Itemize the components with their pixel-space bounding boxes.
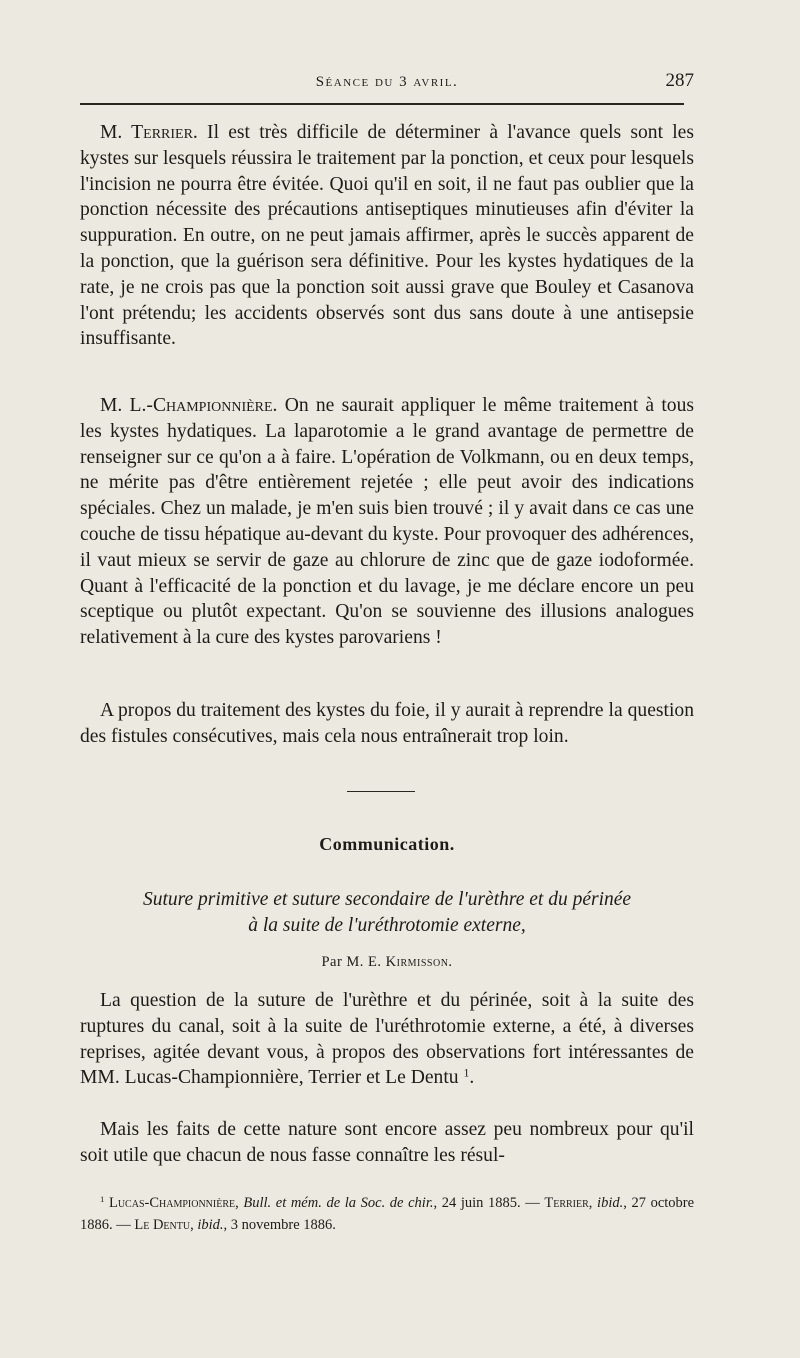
article-title-line: Suture primitive et suture secondaire de l'urèthre et du périnée (142, 889, 632, 910)
footnote-marker: 1 (100, 1194, 105, 1205)
speaker-name: M. L.-Championnière. (100, 395, 278, 416)
article-title (80, 887, 694, 939)
footnote-date: , 27 octobre 1886. — (80, 1195, 695, 1233)
championniere-paragraph (80, 393, 694, 651)
fistula-paragraph (80, 698, 694, 750)
terrier-paragraph (80, 120, 694, 352)
paragraph-text: On ne saurait appliquer le même traitement à tous les kystes hydatiques. La laparotomie a le grand avantage de permettre de renseigner sur ce qu'on a à faire. L'opération de Volkmann, ou en deux temps, ne mérite pas d'être entièrement rejetée ; elle peut avoir des indications spéciales. Chez un malade, je m'en suis bien trouvé ; il y avait dans ce cas une couche de tissu hépatique au-devant du kyste. Pour provoquer des adhérences, il vaut mieux se servir de gaze au chlorure de zinc que de gaze iodoformée. Quant à l'efficacité de la ponction et du lavage, je me déclare encore un peu sceptique ou plutôt expectant. Qu'on se souvienne des illusions analogues relativement à la cure des kystes parovariens ! (80, 395, 694, 649)
footnote-author: Terrier, (544, 1195, 593, 1211)
footnote-date: , 3 novembre 1886. (223, 1217, 336, 1233)
paragraph-text: A propos du traitement des kystes du foie, il y aurait à reprendre la question des fistules consécutives, mais cela nous entraînerait trop loin. (80, 700, 694, 747)
footnote-journal: Bull. et mém. de la Soc. de chir. (243, 1195, 434, 1211)
footnote-reference: 1 (463, 1066, 470, 1080)
section-heading: Communication. (319, 834, 455, 854)
speaker-name: M. Terrier. (100, 122, 198, 143)
paragraph-text: La question de la suture de l'urèthre et du périnée, soit à la suite des ruptures du canal, soit à la suite de l'uréthrotomie externe, a été, à diverses reprises, agitée devant vous, à propos des observations fort intéressantes de MM. Lucas-Championnière, Terrier et Le Dentu (80, 990, 694, 1089)
running-head (80, 70, 694, 100)
article-title-line: à la suite de l'uréthrotomie externe, (248, 915, 526, 936)
byline-prefix: Par M. E. (321, 954, 382, 970)
footnote-ibid: ibid. (197, 1217, 224, 1233)
header-rule (80, 103, 684, 105)
communication-paragraph-1 (80, 988, 694, 1091)
communication-paragraph-2 (80, 1117, 694, 1169)
paragraph-text: Mais les faits de cette nature sont encore assez peu nombreux pour qu'il soit utile que chacun de nous fasse connaître les résul- (80, 1119, 694, 1166)
footnote-date: , 24 juin 1885. — (433, 1195, 540, 1211)
byline-author: Kirmisson. (385, 954, 453, 970)
page-number: 287 (665, 70, 694, 91)
footnote-author: Le Dentu, (134, 1217, 194, 1233)
footnote-author: Lucas-Championnière, (108, 1195, 239, 1211)
byline (80, 954, 694, 971)
paragraph-text: Il est très difficile de déterminer à l'avance quels sont les kystes sur lesquels réussira le traitement par la ponction, et ceux pour lesquels l'incision ne pourra être évitée. Quoi qu'il en soit, il ne faut pas oublier que la ponction nécessite des précautions antiseptiques minutieuses afin d'éviter la suppuration. En outre, on ne peut jamais affirmer, après le succès apparent de la ponction, que la guérison sera définitive. Pour les kystes hydatiques de la rate, je ne crois pas que la ponction soit aussi grave que Bouley et Casanova l'ont prétendu; les accidents observés sont dus sans doute à une antisepsie insuffisante. (80, 122, 694, 350)
footnote-ibid: ibid. (597, 1195, 624, 1211)
section-separator (347, 791, 415, 792)
footnote (80, 1192, 694, 1236)
running-title: Séance du 3 avril. (315, 74, 459, 90)
paragraph-end: . (469, 1067, 475, 1089)
